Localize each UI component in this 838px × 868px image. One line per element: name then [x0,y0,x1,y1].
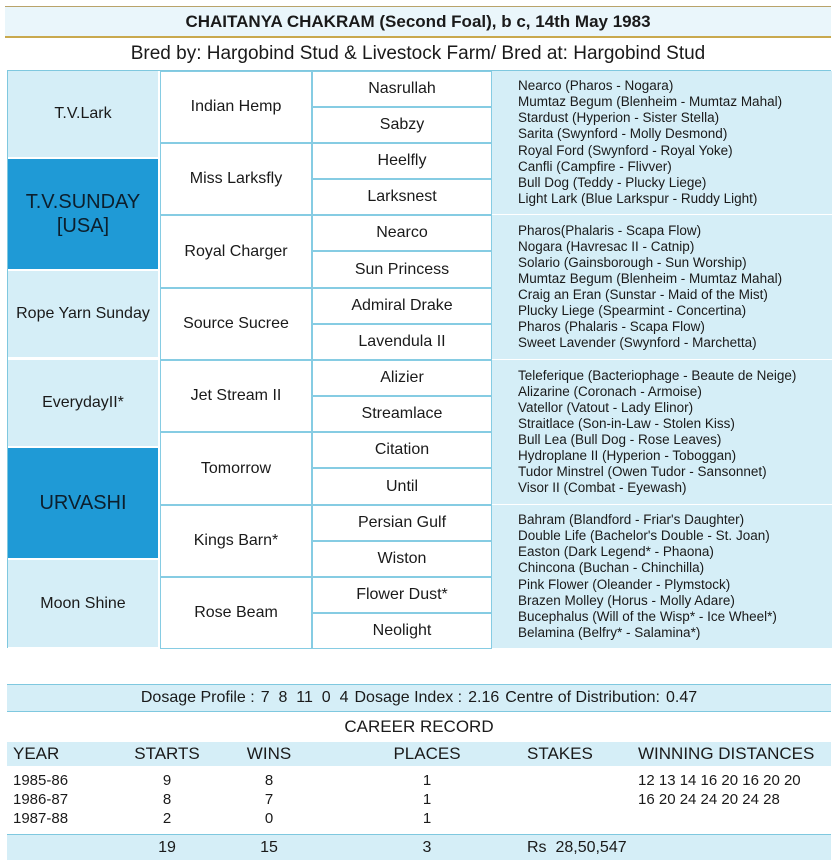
cell-distances [638,809,828,828]
gen4-entry: Teleferique (Bacteriophage - Beaute de Neige) [518,367,797,383]
gen4-entry: Straitlace (Son-in-Law - Stolen Kiss) [518,415,735,431]
cell-stakes [527,771,627,790]
gen4-entry: Visor II (Combat - Eyewash) [518,480,687,496]
cell-year: 1986-87 [13,791,69,808]
career-row [7,771,831,790]
col-wins-header: WINS [246,744,292,763]
gen4-entry: Bull Dog (Teddy - Plucky Liege) [518,174,707,190]
gen2-cell: Jet Stream II [160,360,312,432]
total-starts: 19 [158,838,176,856]
gen4-entry: Pharos (Phalaris - Scapa Flow) [518,319,705,335]
gen4-entry: Light Lark (Blue Larkspur - Ruddy Light) [518,190,758,206]
gen3-cell: Alizier [312,360,492,396]
career-record-title: CAREER RECORD [344,717,494,736]
gen3-cell: Until [312,468,492,505]
gen4-block [492,215,832,360]
cell-starts: 8 [162,791,172,808]
stats-section [7,684,831,860]
cell-starts: 9 [162,772,172,789]
sire-cell: T.V.SUNDAY [USA] [8,159,160,271]
gen2-cell: Miss Larksfly [160,143,312,215]
gen4-entry: Alizarine (Coronach - Armoise) [518,383,702,399]
gen4-entry: Sweet Lavender (Swynford - Marchetta) [518,335,757,351]
gen3-cell: Sabzy [312,107,492,143]
dosage-profile-label: Dosage Profile : [140,689,255,706]
gen3-cell: Persian Gulf [312,505,492,541]
cell-places: 1 [422,791,432,808]
gen2-cell: Kings Barn* [160,505,312,577]
gen2-cell: Royal Charger [160,215,312,288]
gen1-cell: T.V.Lark [8,71,160,159]
gen3-cell: Nasrullah [312,71,492,107]
gen4-entry: Easton (Dark Legend* - Phaona) [518,544,714,560]
gen4-entry: Solario (Gainsborough - Sun Worship) [518,254,747,270]
career-row [7,809,831,828]
gen3-cell: Nearco [312,215,492,251]
cell-distances: 16 20 24 24 20 24 28 [638,791,780,808]
total-wins: 15 [260,838,278,856]
col-year-header: YEAR [13,744,60,763]
col-distances-header: WINNING DISTANCES [638,744,815,763]
gen3-cell: Lavendula II [312,324,492,360]
gen3-cell: Neolight [312,613,492,649]
dosage-index-value: 2.16 [468,689,500,706]
gen4-entry: Mumtaz Begum (Blenheim - Mumtaz Mahal) [518,270,783,286]
gen4-block [492,71,832,215]
gen2-cell: Indian Hemp [160,71,312,143]
gen3-cell: Citation [312,432,492,468]
total-places: 3 [422,838,432,856]
cell-year: 1987-88 [13,810,69,827]
gen3-cell: Sun Princess [312,251,492,288]
dosage-bar [7,684,831,712]
cell-stakes [527,790,627,809]
breeder-info: Bred by: Hargobind Stud & Livestock Farm/ Bred at: Hargobind Stud [130,43,706,64]
career-row [7,790,831,809]
gen3-cell: Larksnest [312,179,492,215]
gen4-entry: Bull Lea (Bull Dog - Rose Leaves) [518,432,722,447]
cell-starts: 2 [162,810,172,827]
gen4-entry: Pink Flower (Oleander - Plymstock) [518,576,731,592]
cell-distances: 12 13 14 16 20 16 20 20 [638,772,801,789]
gen4-entry: Double Life (Bachelor's Double - St. Joan) [518,528,770,544]
gen4-entry: Royal Ford (Swynford - Royal Yoke) [518,142,733,158]
gen1-cell: Rope Yarn Sunday [8,271,160,359]
gen4-entry: Mumtaz Begum (Blenheim - Mumtaz Mahal) [518,94,783,110]
dosage-index-label: Dosage Index : [354,689,463,706]
col-places-header: PLACES [393,744,461,763]
gen3-cell: Streamlace [312,396,492,432]
gen4-entry: Stardust (Hyperion - Sister Stella) [518,110,720,126]
gen4-entry: Hydroplane II (Hyperion - Toboggan) [518,448,737,464]
gen4-entry: Canfli (Campfire - Flivver) [518,158,672,174]
gen4-entry: Craig an Eran (Sunstar - Maid of the Mist) [518,287,768,302]
gen3-cell: Heelfly [312,143,492,179]
cell-wins: 8 [264,772,274,789]
dam-cell: URVASHI [8,448,160,560]
gen4-entry: Sarita (Swynford - Molly Desmond) [518,126,728,142]
career-header-row [7,742,831,766]
cell-stakes [527,809,627,828]
gen4-entry: Nogara (Havresac II - Catnip) [518,238,695,254]
cod-value: 0.47 [665,689,698,706]
gen4-block [492,505,832,649]
gen4-entry: Tudor Minstrel (Owen Tudor - Sansonnet) [518,464,767,480]
cell-places: 1 [422,772,432,789]
gen3-cell: Wiston [312,541,492,577]
gen2-cell: Rose Beam [160,577,312,649]
gen4-entry: Plucky Liege (Spearmint - Concertina) [518,303,747,319]
cod-label: Centre of Distribution: [505,689,660,706]
cell-places: 1 [422,810,432,827]
gen4-entry: Bahram (Blandford - Friar's Daughter) [518,512,745,528]
gen4-block [492,360,832,505]
gen4-entry: Chincona (Buchan - Chinchilla) [518,560,705,576]
career-total-row [7,834,831,860]
gen4-entry: Pharos(Phalaris - Scapa Flow) [518,222,702,238]
dosage-profile-values: 7 8 11 0 4 [260,689,349,706]
gen3-cell: Admiral Drake [312,288,492,324]
col-starts-header: STARTS [134,744,200,763]
gen4-entry: Vatellor (Vatout - Lady Elinor) [518,399,694,415]
cell-wins: 0 [264,810,274,827]
gen3-cell: Flower Dust* [312,577,492,613]
gen1-cell: Moon Shine [8,560,160,649]
col-stakes-header: STAKES [527,744,593,763]
gen4-entry: Belamina (Belfry* - Salamina*) [518,624,701,640]
gen4-entry: Bucephalus (Will of the Wisp* - Ice Wheel*) [518,608,777,624]
page-title: CHAITANYA CHAKRAM (Second Foal), b c, 14th May 1983 [5,6,831,38]
gen4-entry: Brazen Molley (Horus - Molly Adare) [518,592,735,608]
cell-wins: 7 [264,791,274,808]
gen2-cell: Tomorrow [160,432,312,505]
gen4-entry: Nearco (Pharos - Nogara) [518,78,674,94]
total-stakes: Rs 28,50,547 [527,838,627,856]
gen1-cell: EverydayII* [8,360,160,448]
gen2-cell: Source Sucree [160,288,312,360]
pedigree-table [7,70,831,648]
cell-year: 1985-86 [13,772,69,789]
